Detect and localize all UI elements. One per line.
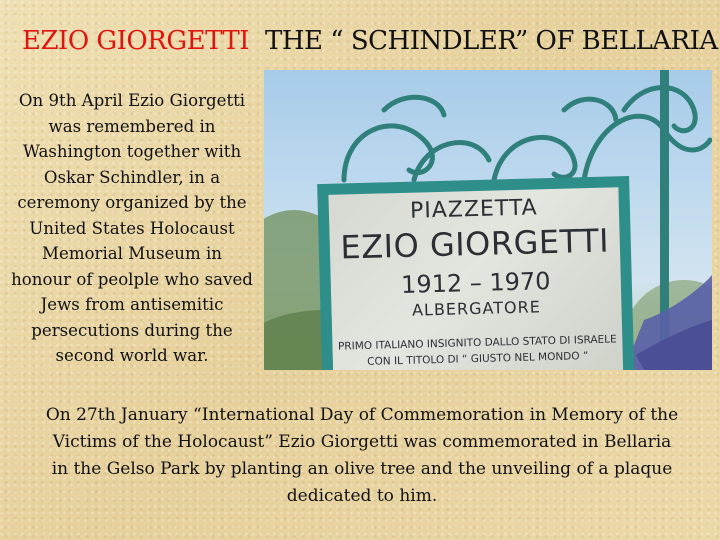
sign-line-1: PIAZZETTA: [409, 195, 539, 224]
sign-line-3: 1912 – 1970: [400, 267, 551, 299]
street-sign-photo: [264, 70, 712, 370]
sign-line-4: ALBERGATORE: [411, 297, 542, 320]
sign-line-6: CON IL TITOLO DI “ GIUSTO NEL MONDO ”: [367, 350, 589, 368]
title-name: EZIO GIORGETTI: [22, 26, 250, 56]
left-paragraph: On 9th April Ezio Giorgetti was remembered in Washington together with Oskar Schindler, in a ceremony organized by the United States Holocaust Memorial Museum in honour of peolple who saved Jews from antisemitic persecutions during the second world war.: [11, 91, 253, 365]
sign-line-5: PRIMO ITALIANO INSIGNITO DALLO STATO DI ISRAELE: [337, 333, 617, 353]
bottom-paragraph: On 27th January “International Day of Commemoration in Memory of the Victims of the Holocaust” Ezio Giorgetti was commemorated in Bellaria in the Gelso Park by planting an olive tree and the unveiling of a plaque dedicated to him.: [45, 405, 679, 506]
title-subtitle: THE “ SCHINDLER” OF BELLARIA: [265, 26, 718, 56]
commemorative-sign: [317, 176, 635, 370]
slide-title: [22, 26, 718, 66]
sign-line-2: EZIO GIORGETTI: [340, 221, 610, 267]
